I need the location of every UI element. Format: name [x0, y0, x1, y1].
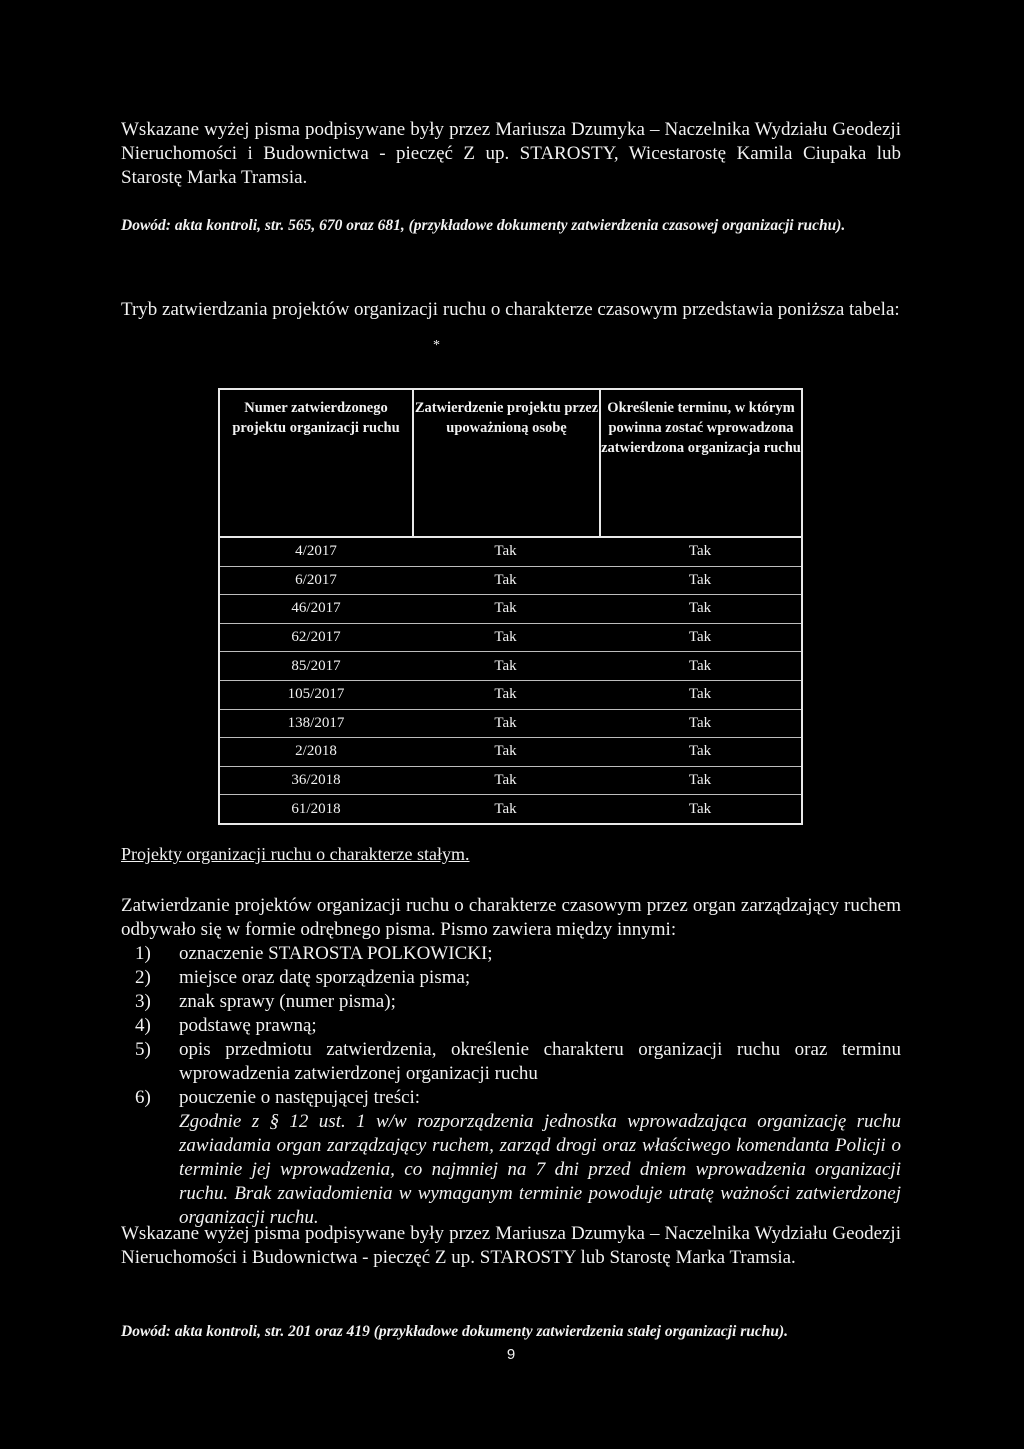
cell-number: 105/2017: [287, 686, 345, 703]
table-header: [218, 388, 803, 538]
cell-number: 61/2018: [291, 800, 341, 817]
cell-deadline: Tak: [688, 629, 712, 646]
cell-number: 2/2018: [295, 743, 337, 760]
stray-mark: *: [433, 338, 440, 353]
cell-deadline: Tak: [688, 743, 712, 760]
cell-approval: Tak: [494, 772, 517, 789]
cell-approval: Tak: [494, 743, 517, 760]
evidence-note-permanent: Dowód: akta kontroli, str. 201 oraz 419 (przykładowe dokumenty zatwierdzenia stałej organizacji ruchu).: [121, 1323, 788, 1340]
table-row: [220, 710, 801, 739]
evidence-note-temporary: Dowód: akta kontroli, str. 565, 670 oraz 681, (przykładowe dokumenty zatwierdzenia czasowej organizacji ruchu).: [121, 217, 846, 234]
cell-approval: Tak: [494, 629, 517, 646]
table-header-approval: Zatwierdzenie projektu przez upoważnioną osobę: [412, 390, 599, 536]
cell-approval: Tak: [494, 800, 517, 817]
page-number: 9: [506, 1346, 516, 1363]
cell-number: 46/2017: [291, 600, 341, 617]
approval-table: [218, 536, 803, 825]
cell-deadline: Tak: [688, 686, 712, 703]
list-item-quote: [121, 1110, 901, 1230]
cell-approval: Tak: [494, 714, 517, 731]
cell-number: 6/2017: [295, 571, 337, 588]
cell-deadline: Tak: [688, 772, 712, 789]
table-row: [220, 652, 801, 681]
cell-deadline: Tak: [688, 657, 712, 674]
table-row: [220, 538, 801, 567]
cell-deadline: Tak: [688, 600, 712, 617]
list-item: 3) znak sprawy (numer pisma);: [135, 991, 396, 1012]
section-heading-permanent: Projekty organizacji ruchu o charakterze stałym.: [121, 844, 470, 864]
cell-number: 85/2017: [291, 657, 341, 674]
cell-approval: Tak: [494, 600, 517, 617]
list-item: 4) podstawę prawną;: [135, 1015, 317, 1036]
cell-deadline: Tak: [688, 571, 712, 588]
cell-deadline: Tak: [688, 543, 712, 560]
paragraph-signatories-permanent: Wskazane wyżej pisma podpisywane były przez Mariusza Dzumyka – Naczelnika Wydziału Geodezji Nieruchomości i Budownictwa - pieczęć Z up. STAROSTY lub Starostę Marka Tramsia.: [121, 1223, 901, 1268]
table-row: [220, 795, 801, 823]
table-row: [220, 595, 801, 624]
table-row: [220, 624, 801, 653]
cell-number: 138/2017: [287, 714, 345, 731]
table-row: [220, 681, 801, 710]
list-item: 6) pouczenie o następującej treści:: [135, 1087, 421, 1108]
table-header-deadline: Określenie terminu, w którym powinna zostać wprowadzona zatwierdzona organizacja ruchu: [599, 390, 801, 536]
legal-quote: Zgodnie z § 12 ust. 1 w/w rozporządzenia jednostka wprowadzająca organizację ruchu zawiadamia organ zarządzający ruchem, zarząd drogi oraz właściwego komendanta Policji o terminie jej wprowadzenia, co najmniej na 7 dni przed dniem wprowadzenia organizacji ruchu. Brak zawiadomienia w wymaganym terminie powoduje utratę ważności zatwierdzonej organizacji ruchu.: [179, 1111, 901, 1228]
cell-approval: Tak: [494, 657, 517, 674]
table-row: [220, 738, 801, 767]
paragraph-permanent-intro: Zatwierdzanie projektów organizacji ruchu o charakterze czasowym przez organ zarządzający ruchem odbywało się w formie odrębnego pisma. Pismo zawiera między innymi:: [121, 895, 901, 940]
letter-contents-list: [121, 942, 901, 1230]
cell-approval: Tak: [494, 571, 517, 588]
cell-deadline: Tak: [688, 714, 712, 731]
cell-number: 4/2017: [295, 543, 337, 560]
cell-number: 62/2017: [291, 629, 341, 646]
list-item: 5) opis przedmiotu zatwierdzenia, określenie charakteru organizacji ruchu oraz terminu wprowadzenia zatwierdzonej organizacji ruchu: [135, 1039, 901, 1084]
cell-deadline: Tak: [688, 800, 712, 817]
table-header-number: Numer zatwierdzonego projektu organizacji ruchu: [232, 400, 400, 436]
list-item: 2) miejsce oraz datę sporządzenia pisma;: [135, 967, 471, 988]
cell-approval: Tak: [494, 543, 517, 560]
cell-approval: Tak: [494, 686, 517, 703]
list-item: 1) oznaczenie STAROSTA POLKOWICKI;: [135, 943, 493, 964]
cell-number: 36/2018: [291, 772, 341, 789]
table-row: [220, 767, 801, 796]
table-row: [220, 567, 801, 596]
paragraph-signatories-temporary: Wskazane wyżej pisma podpisywane były przez Mariusza Dzumyka – Naczelnika Wydziału Geodezji Nieruchomości i Budownictwa - pieczęć Z up. STAROSTY, Wicestarostę Kamila Ciupaka lub Starostę Marka Tramsia.: [121, 119, 901, 188]
paragraph-table-intro: Tryb zatwierdzania projektów organizacji ruchu o charakterze czasowym przedstawia poniższa tabela:: [121, 299, 900, 320]
